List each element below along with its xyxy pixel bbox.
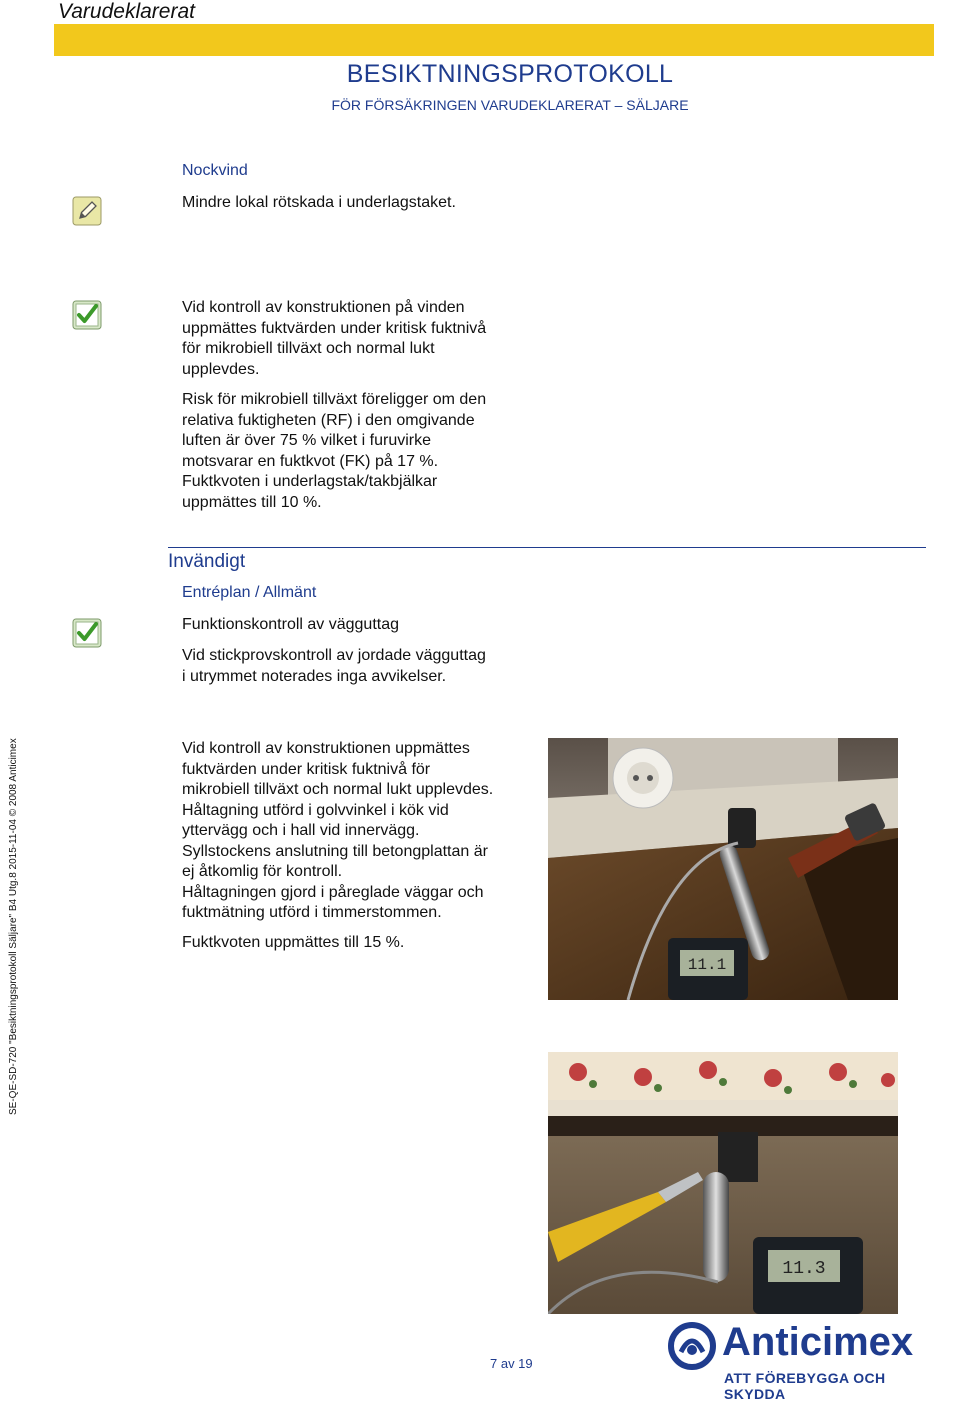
vind-paragraph-1 [182,298,582,380]
logo-mark-icon [668,1322,716,1370]
document-subtitle: FÖR FÖRSÄKRINGEN VARUDEKLARERAT – SÄLJARE [331,97,689,113]
photo-moisture-measurement-1 [548,738,898,1000]
text-line: uppmättes fuktvärden under kritisk fuktnivå [182,319,487,337]
text-line: i utrymmet noterades inga avvikelser. [182,667,447,685]
item-description [182,646,582,687]
nockvind-note: Mindre lokal rötskada i underlagstaket. [182,194,456,211]
header-band [54,24,934,56]
text-line: Vid kontroll av konstruktionen uppmättes [182,740,470,757]
text-line: Risk för mikrobiell tillväxt föreligger om den [182,391,487,408]
vind-paragraph-2 [182,390,582,513]
konstruktion-paragraph [182,739,542,924]
checkmark-icon [72,618,102,648]
text-line: fuktmätning utförd i timmerstommen. [182,904,442,921]
meter-reading-2: 11.3 [782,1259,826,1279]
invandigt-heading: Invändigt [168,551,246,572]
pencil-icon [72,196,102,226]
section-divider [168,547,926,548]
konstruktion-result: Fuktkvoten uppmättes till 15 %. [182,934,405,951]
checkmark-icon [72,300,102,330]
text-line: Vid kontroll av konstruktionen på vinden [182,299,465,316]
text-line: Håltagningen gjord i påreglade väggar och [182,883,484,901]
header-title: Varudeklarerat [58,0,195,23]
text-line: upplevdes. [182,360,260,378]
text-line: mikrobiell tillväxt och normal lukt upplevdes. [182,781,494,798]
text-line: Syllstockens anslutning till betongplattan är [182,842,488,860]
photo-moisture-measurement-2 [548,1052,898,1314]
logo-tagline: ATT FÖREBYGGA OCH SKYDDA [724,1370,886,1402]
document-title: BESIKTNINGSPROTOKOLL [346,60,674,88]
entreplan-heading: Entréplan / Allmänt [182,584,317,601]
nockvind-heading: Nockvind [182,162,248,179]
text-line: Vid stickprovskontroll av jordade vägguttag [182,647,486,664]
meter-reading-1: 11.1 [687,956,727,974]
text-line: för mikrobiell tillväxt och normal lukt [182,340,435,357]
text-line: fuktvärden under kritisk fuktnivå för [182,760,431,778]
logo-wordmark: Anticimex [722,1320,914,1364]
text-line: relativa fuktigheten (RF) i den omgivande [182,411,475,429]
item-title: Funktionskontroll av vägguttag [182,616,400,633]
side-document-reference: SE-QE-SD-720 "Besiktningsprotokoll Säljare" B4 Utg.8 2015-11-04 © 2008 Anticimex [8,738,19,1115]
text-line: ej åtkomlig för kontroll. [182,863,343,880]
anticimex-logo [668,1320,948,1402]
text-line: Håltagning utförd i golvvinkel i kök vid [182,801,449,819]
text-line: luften är över 75 % vilket i furuvirke [182,432,431,449]
text-line: motsvarar en fuktkvot (FK) på 17 %. [182,452,439,470]
text-line: yttervägg och i hall vid innervägg. [182,822,420,839]
page-number: 7 av 19 [490,1356,533,1371]
text-line: Fuktkvoten i underlagstak/takbjälkar [182,473,438,490]
text-line: uppmättes till 10 %. [182,493,322,511]
